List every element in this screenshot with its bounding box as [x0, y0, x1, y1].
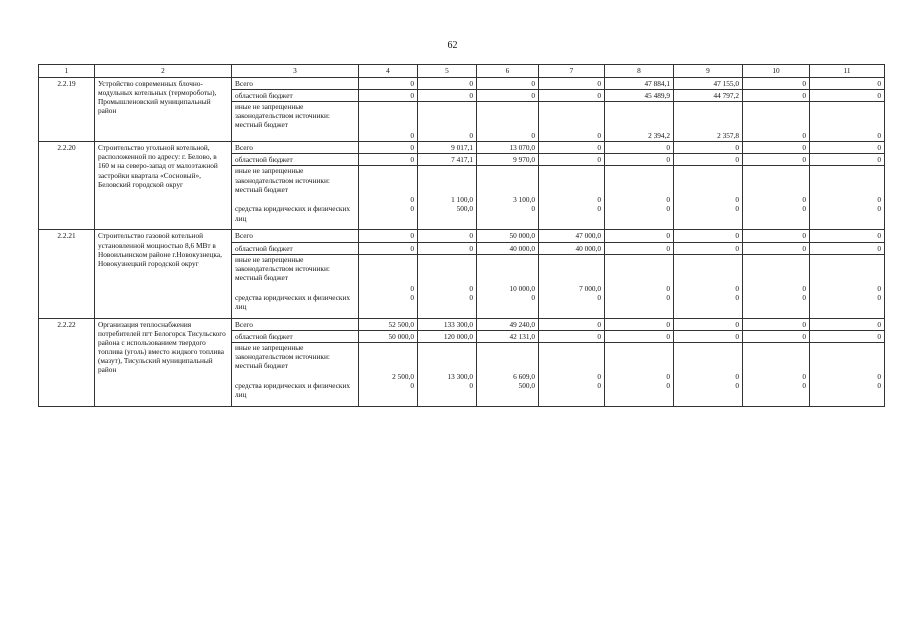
value-block	[746, 166, 806, 204]
source-line: средства юридических и физических лиц	[235, 204, 351, 223]
value-cell: 0	[359, 230, 418, 242]
value-cell: 13 070,0	[477, 142, 539, 154]
column-header: 9	[674, 65, 743, 78]
value-cell: 0	[666, 195, 670, 205]
value-cell: 0	[802, 380, 806, 390]
value-cell: 0	[410, 195, 414, 205]
value-cell: 0	[605, 318, 674, 330]
value-block	[480, 166, 535, 204]
value-cell: 0	[810, 154, 885, 166]
value-block	[813, 255, 881, 293]
value-cell: 0	[810, 330, 885, 342]
header-row	[39, 65, 885, 78]
legal-entities-block	[235, 381, 355, 405]
source-line: средства юридических и физических лиц	[235, 292, 351, 311]
source-label: Всего	[232, 318, 359, 330]
value-cell: 0	[877, 292, 881, 302]
value-cell-group	[477, 254, 539, 318]
source-line: местный бюджет	[235, 184, 288, 194]
value-block	[480, 255, 535, 293]
value-cell-group	[539, 166, 605, 230]
value-block	[608, 204, 670, 228]
value-cell: 500,0	[456, 204, 473, 214]
value-block	[362, 102, 414, 140]
value-cell: 44 797,2	[674, 90, 743, 102]
value-cell: 0	[539, 154, 605, 166]
value-cell: 2 500,0	[392, 371, 414, 381]
column-header: 3	[232, 65, 359, 78]
source-label: областной бюджет	[232, 242, 359, 254]
value-cell: 7 000,0	[579, 283, 601, 293]
table-row	[39, 230, 885, 242]
value-cell: 0	[469, 131, 473, 141]
value-block	[746, 293, 806, 317]
value-cell-group	[418, 254, 477, 318]
value-block	[677, 166, 739, 204]
source-label-group	[232, 166, 359, 230]
value-cell-group	[605, 254, 674, 318]
value-cell: 0	[802, 292, 806, 302]
value-cell-group	[743, 342, 810, 406]
value-cell: 0	[810, 318, 885, 330]
other-sources-block	[235, 255, 355, 293]
value-block	[362, 381, 414, 405]
value-cell: 7 417,1	[418, 154, 477, 166]
value-cell: 40 000,0	[477, 242, 539, 254]
value-cell: 0	[539, 318, 605, 330]
column-header: 6	[477, 65, 539, 78]
value-cell-group	[810, 102, 885, 142]
value-cell: 0	[469, 283, 473, 293]
value-cell: 0	[810, 142, 885, 154]
value-cell: 0	[410, 131, 414, 141]
value-cell: 0	[743, 318, 810, 330]
item-number: 2.2.21	[39, 230, 95, 318]
item-description: Организация теплоснабжения потребителей пгт Белогорск Тисульского района с использованием твердого топлива (уголь) вместо жидкого топлива (мазут), Тисульский муниципальный район	[95, 318, 232, 406]
value-block	[480, 102, 535, 140]
value-block	[542, 204, 601, 228]
source-label: областной бюджет	[232, 330, 359, 342]
value-cell: 0	[605, 142, 674, 154]
column-header: 11	[810, 65, 885, 78]
value-block	[480, 204, 535, 228]
value-cell-group	[674, 342, 743, 406]
value-cell: 50 000,0	[477, 230, 539, 242]
value-cell: 0	[539, 78, 605, 90]
value-block	[421, 102, 473, 140]
value-block	[421, 166, 473, 204]
source-line: местный бюджет	[235, 361, 288, 371]
value-cell: 0	[359, 90, 418, 102]
value-cell: 10 000,0	[509, 283, 535, 293]
value-block	[542, 166, 601, 204]
value-cell-group	[418, 102, 477, 142]
value-block	[677, 381, 739, 405]
value-cell: 13 300,0	[447, 371, 473, 381]
value-block	[480, 343, 535, 381]
value-cell-group	[810, 166, 885, 230]
value-cell: 120 000,0	[418, 330, 477, 342]
value-cell: 0	[359, 242, 418, 254]
source-label: областной бюджет	[232, 154, 359, 166]
value-cell-group	[539, 342, 605, 406]
column-header: 2	[95, 65, 232, 78]
value-block	[677, 255, 739, 293]
value-cell: 0	[597, 371, 601, 381]
table-header	[39, 65, 885, 78]
value-cell: 0	[674, 142, 743, 154]
value-cell: 0	[666, 292, 670, 302]
value-cell-group	[810, 342, 885, 406]
value-cell: 0	[605, 330, 674, 342]
value-cell: 6 609,0	[513, 371, 535, 381]
source-line: иные не запрещенные законодательством источники:	[235, 342, 330, 361]
column-header: 4	[359, 65, 418, 78]
value-block	[813, 381, 881, 405]
value-block	[677, 343, 739, 381]
column-header: 8	[605, 65, 674, 78]
value-cell-group	[359, 166, 418, 230]
value-cell-group	[605, 102, 674, 142]
value-block	[677, 204, 739, 228]
value-cell-group	[359, 254, 418, 318]
value-cell: 0	[802, 283, 806, 293]
other-sources-block	[235, 102, 355, 140]
value-block	[608, 255, 670, 293]
value-cell-group	[674, 166, 743, 230]
source-line: местный бюджет	[235, 120, 288, 130]
value-block	[608, 166, 670, 204]
value-cell: 0	[539, 90, 605, 102]
value-block	[608, 293, 670, 317]
item-description: Строительство угольной котельной, расположенной по адресу: г. Белово, в 160 м на северо-запад от малоэтажной застройки квартала «Сосновый», Беловский городской округ	[95, 142, 232, 230]
source-line: иные не запрещенные законодательством источники:	[235, 102, 330, 121]
value-cell: 0	[410, 283, 414, 293]
value-block	[421, 343, 473, 381]
value-block	[608, 102, 670, 140]
item-number: 2.2.20	[39, 142, 95, 230]
value-cell: 0	[477, 90, 539, 102]
value-block	[677, 293, 739, 317]
source-label-group	[232, 254, 359, 318]
source-label: Всего	[232, 142, 359, 154]
value-cell: 0	[418, 78, 477, 90]
value-cell-group	[477, 102, 539, 142]
column-header: 1	[39, 65, 95, 78]
value-cell-group	[743, 254, 810, 318]
value-cell: 0	[735, 380, 739, 390]
value-block	[480, 293, 535, 317]
value-cell-group	[418, 342, 477, 406]
value-cell: 0	[735, 292, 739, 302]
value-cell: 0	[735, 371, 739, 381]
value-block	[813, 204, 881, 228]
item-description: Строительство газовой котельной установленной мощностью 8,6 МВт в Новоильинском районе г.Новокузнецка, Новокузнецкий городской округ	[95, 230, 232, 318]
value-cell: 500,0	[518, 380, 535, 390]
value-cell: 52 500,0	[359, 318, 418, 330]
value-cell: 0	[877, 371, 881, 381]
value-block	[608, 381, 670, 405]
value-block	[362, 166, 414, 204]
value-block	[813, 166, 881, 204]
legal-entities-block	[235, 293, 355, 317]
value-block	[746, 102, 806, 140]
value-cell-group	[418, 166, 477, 230]
value-cell: 0	[666, 283, 670, 293]
value-cell: 0	[735, 283, 739, 293]
value-cell: 0	[359, 154, 418, 166]
table-row	[39, 318, 885, 330]
value-cell: 133 300,0	[418, 318, 477, 330]
value-block	[542, 255, 601, 293]
value-cell-group	[674, 254, 743, 318]
value-block	[677, 102, 739, 140]
value-cell: 0	[410, 380, 414, 390]
source-line: местный бюджет	[235, 272, 288, 282]
value-cell: 0	[410, 292, 414, 302]
value-block	[813, 293, 881, 317]
value-cell: 0	[666, 204, 670, 214]
value-cell-group	[605, 166, 674, 230]
value-block	[746, 204, 806, 228]
value-block	[813, 343, 881, 381]
source-line: средства юридических и физических лиц	[235, 380, 351, 399]
value-cell: 9 017,1	[418, 142, 477, 154]
column-header: 5	[418, 65, 477, 78]
value-cell: 2 394,2	[648, 131, 670, 141]
value-cell: 0	[810, 90, 885, 102]
source-label-group	[232, 342, 359, 406]
value-cell: 0	[674, 230, 743, 242]
value-cell: 0	[743, 90, 810, 102]
item-description: Устройство современных блочно-модульных котельных (термороботы), Промышленовский муниципальный район	[95, 78, 232, 142]
value-cell: 47 884,1	[605, 78, 674, 90]
other-sources-block	[235, 343, 355, 381]
source-line: иные не запрещенные законодательством источники:	[235, 166, 330, 185]
value-cell-group	[477, 166, 539, 230]
value-cell: 0	[597, 380, 601, 390]
value-cell: 0	[802, 195, 806, 205]
value-cell: 0	[810, 242, 885, 254]
item-number: 2.2.19	[39, 78, 95, 142]
other-sources-block	[235, 166, 355, 204]
value-block	[421, 381, 473, 405]
value-cell-group	[605, 342, 674, 406]
value-cell: 0	[597, 204, 601, 214]
value-block	[480, 381, 535, 405]
value-cell: 0	[531, 204, 535, 214]
value-cell-group	[359, 342, 418, 406]
value-cell: 0	[735, 195, 739, 205]
value-cell: 0	[674, 330, 743, 342]
value-block	[542, 343, 601, 381]
value-block	[746, 255, 806, 293]
value-cell: 0	[810, 230, 885, 242]
value-cell: 0	[802, 131, 806, 141]
value-cell: 3 100,0	[513, 195, 535, 205]
value-cell: 0	[743, 230, 810, 242]
table-row	[39, 78, 885, 90]
value-cell-group	[539, 254, 605, 318]
value-cell: 49 240,0	[477, 318, 539, 330]
value-cell: 0	[539, 330, 605, 342]
value-cell: 0	[605, 242, 674, 254]
source-label: областной бюджет	[232, 90, 359, 102]
value-cell: 2 357,8	[717, 131, 739, 141]
value-block	[542, 102, 601, 140]
value-cell: 0	[531, 131, 535, 141]
value-cell: 0	[674, 154, 743, 166]
value-cell: 0	[418, 230, 477, 242]
source-label: Всего	[232, 230, 359, 242]
value-cell: 0	[743, 330, 810, 342]
value-block	[813, 102, 881, 140]
value-block	[746, 343, 806, 381]
source-line: иные не запрещенные законодательством источники:	[235, 254, 330, 273]
value-cell: 0	[539, 142, 605, 154]
value-cell: 0	[743, 78, 810, 90]
value-cell: 0	[410, 204, 414, 214]
value-cell: 0	[743, 154, 810, 166]
value-cell-group	[810, 254, 885, 318]
value-cell-group	[539, 102, 605, 142]
legal-entities-block	[235, 204, 355, 228]
value-cell: 0	[877, 380, 881, 390]
value-block	[608, 343, 670, 381]
value-cell: 0	[597, 195, 601, 205]
value-cell: 0	[597, 292, 601, 302]
value-block	[421, 255, 473, 293]
value-block	[362, 204, 414, 228]
value-cell: 40 000,0	[539, 242, 605, 254]
value-cell: 45 489,9	[605, 90, 674, 102]
value-cell-group	[743, 166, 810, 230]
value-block	[362, 293, 414, 317]
value-block	[362, 343, 414, 381]
value-cell: 0	[743, 142, 810, 154]
source-label-group	[232, 102, 359, 142]
value-cell: 0	[359, 142, 418, 154]
value-cell: 0	[674, 318, 743, 330]
value-cell: 0	[469, 292, 473, 302]
value-cell: 0	[597, 131, 601, 141]
value-cell: 0	[605, 154, 674, 166]
value-cell: 0	[531, 292, 535, 302]
value-cell: 0	[877, 131, 881, 141]
value-cell: 0	[877, 195, 881, 205]
value-cell: 0	[877, 283, 881, 293]
value-cell: 47 155,0	[674, 78, 743, 90]
source-label: Всего	[232, 78, 359, 90]
value-block	[542, 293, 601, 317]
column-header: 7	[539, 65, 605, 78]
value-cell: 0	[469, 380, 473, 390]
page-number: 62	[447, 40, 458, 51]
value-cell: 0	[666, 380, 670, 390]
table-row	[39, 142, 885, 154]
value-cell-group	[359, 102, 418, 142]
value-cell: 50 000,0	[359, 330, 418, 342]
value-block	[746, 381, 806, 405]
value-cell: 0	[605, 230, 674, 242]
column-header: 10	[743, 65, 810, 78]
value-cell: 0	[735, 204, 739, 214]
value-cell: 47 000,0	[539, 230, 605, 242]
value-cell: 0	[477, 78, 539, 90]
value-cell: 0	[802, 204, 806, 214]
budget-table	[38, 64, 885, 407]
value-cell: 42 131,0	[477, 330, 539, 342]
value-cell: 0	[802, 371, 806, 381]
value-cell-group	[477, 342, 539, 406]
value-cell: 0	[666, 371, 670, 381]
value-cell-group	[743, 102, 810, 142]
value-cell: 0	[810, 78, 885, 90]
value-cell: 0	[743, 242, 810, 254]
value-cell: 0	[359, 78, 418, 90]
table-body	[39, 78, 885, 407]
value-cell: 1 100,0	[451, 195, 473, 205]
item-number: 2.2.22	[39, 318, 95, 406]
value-block	[421, 293, 473, 317]
value-cell: 9 970,0	[477, 154, 539, 166]
value-block	[542, 381, 601, 405]
value-cell: 0	[674, 242, 743, 254]
value-cell-group	[674, 102, 743, 142]
value-cell: 0	[418, 90, 477, 102]
value-block	[421, 204, 473, 228]
value-cell: 0	[418, 242, 477, 254]
value-cell: 0	[877, 204, 881, 214]
value-block	[362, 255, 414, 293]
